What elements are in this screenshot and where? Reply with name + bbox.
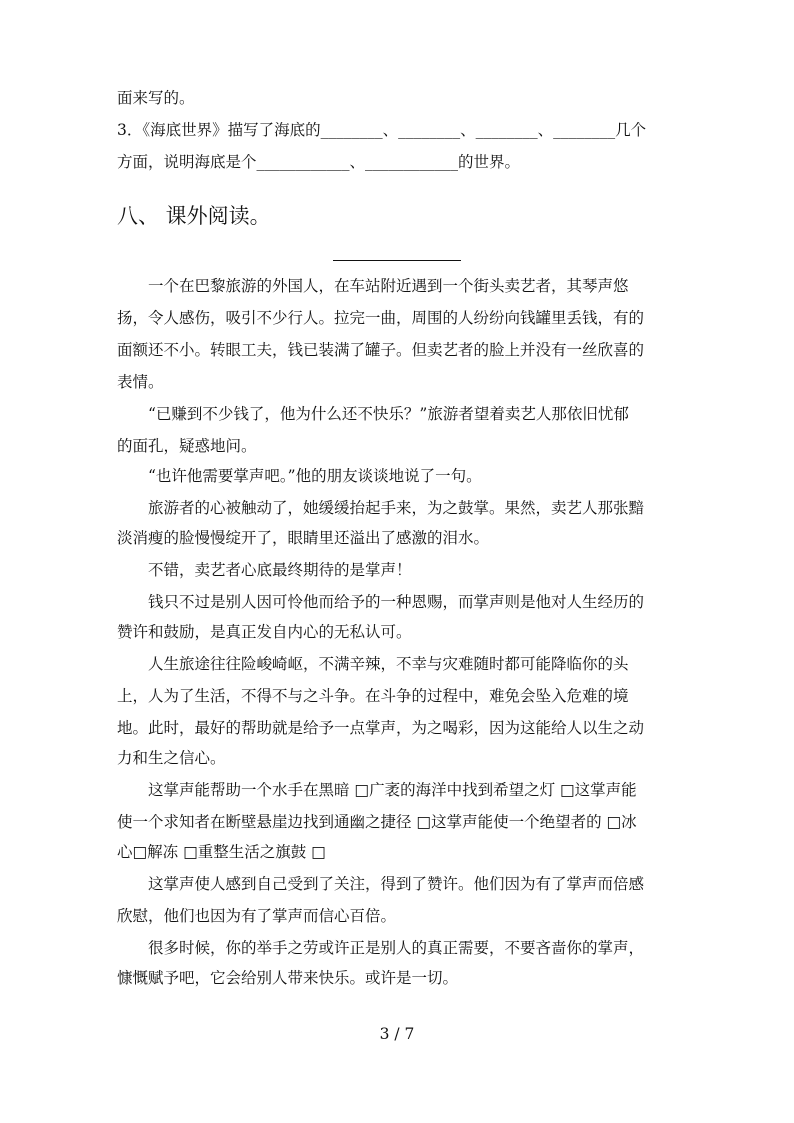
- article-line: 人生旅途往往险峻崎岖，不满辛辣，不幸与灾难随时都可能降临你的头: [148, 655, 629, 673]
- article-line: “已赚到不少钱了，他为什么还不快乐？”旅游者望着卖艺人那依旧忧郁: [148, 405, 629, 423]
- question-3-line-2: 方面，说明海底是个____________、____________的世界。: [117, 153, 521, 171]
- article-line: 心□解冻 □重整生活之旗鼓 □: [117, 843, 326, 861]
- article-line: 慷慨赋予吧，它会给别人带来快乐。或许是一切。: [117, 969, 459, 987]
- divider: [333, 260, 461, 261]
- question-3-line-1: 3．《海底世界》描写了海底的________、________、________、________几个: [117, 121, 647, 139]
- article-line: 面额还不小。转眼工夫，钱已装满了罐子。但卖艺者的脸上并没有一丝欣喜的: [117, 341, 645, 359]
- article-line: 很多时候，你的举手之劳或许正是别人的真正需要，不要吝啬你的掌声，: [148, 939, 645, 957]
- article-line: 不错，卖艺者心底最终期待的是掌声！: [148, 561, 412, 579]
- article-line: 使一个求知者在断壁悬崖边找到通幽之捷径 □这掌声能使一个绝望者的 □冰: [117, 813, 637, 831]
- article-line: 上，人为了生活，不得不与之斗争。在斗争的过程中，难免会坠入危难的境: [117, 687, 629, 705]
- article-line: 扬，令人感伤，吸引不少行人。拉完一曲，周围的人纷纷向钱罐里丢钱，有的: [117, 309, 645, 327]
- section-heading: 八、 课外阅读。: [117, 204, 271, 228]
- text-line: 面来写的。: [117, 89, 195, 107]
- page-number: 3 / 7: [379, 1025, 415, 1043]
- article-line: 这掌声使人感到自己受到了关注，得到了赞许。他们因为有了掌声而倍感: [148, 875, 645, 893]
- article-line: 一个在巴黎旅游的外国人，在车站附近遇到一个街头卖艺者，其琴声悠: [148, 277, 629, 295]
- article-line: 力和生之信心。: [117, 749, 226, 767]
- article-line: 淡消瘦的脸慢慢绽开了，眼睛里还溢出了感激的泪水。: [117, 529, 490, 547]
- article-line: “也许他需要掌声吧。”他的朋友谈谈地说了一句。: [148, 467, 482, 485]
- article-line: 欣慰，他们也因为有了掌声而信心百倍。: [117, 907, 397, 925]
- article-line: 旅游者的心被触动了，她缓缓抬起手来，为之鼓掌。果然，卖艺人那张黯: [148, 499, 645, 517]
- article-line: 赞许和鼓励，是真正发自内心的无私认可。: [117, 623, 412, 641]
- article-line: 这掌声能帮助一个水手在黑暗 □广袤的海洋中找到希望之灯 □这掌声能: [148, 781, 637, 799]
- article-line: 表情。: [117, 373, 164, 391]
- article-line: 地。此时，最好的帮助就是给予一点掌声，为之喝彩，因为这能给人以生之动: [117, 719, 645, 737]
- article-line: 钱只不过是别人因可怜他而给予的一种恩赐，而掌声则是他对人生经历的: [148, 593, 645, 611]
- article-line: 的面孔，疑惑地问。: [117, 437, 257, 455]
